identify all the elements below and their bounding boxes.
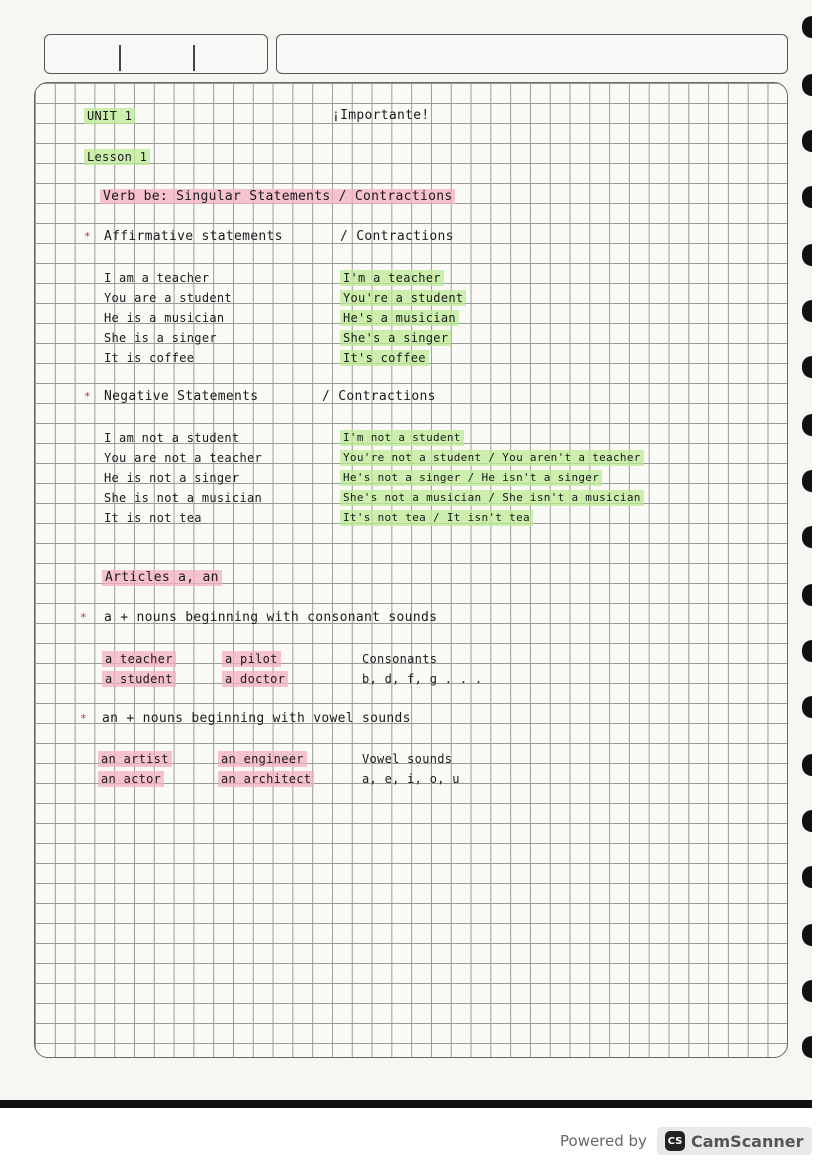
an-rule: an + nouns beginning with vowel sounds bbox=[102, 711, 411, 726]
binding-ring bbox=[802, 244, 812, 266]
binding-ring bbox=[802, 300, 812, 322]
contracted-line: She's a singer bbox=[340, 330, 451, 346]
binding-ring bbox=[802, 866, 812, 888]
binding-ring bbox=[802, 980, 812, 1002]
binding-ring bbox=[802, 16, 812, 38]
contractions-heading: / Contractions bbox=[340, 229, 454, 244]
scanner-footer bbox=[560, 1126, 812, 1156]
bullet-star: * bbox=[80, 712, 87, 725]
topic-text: Verb be: Singular Statements / Contractions bbox=[100, 189, 455, 204]
negative-heading: Negative Statements bbox=[104, 389, 259, 404]
header-divider bbox=[193, 45, 195, 71]
camscanner-logo-icon: CS bbox=[665, 1131, 685, 1151]
binding-ring bbox=[802, 640, 812, 662]
binding-ring bbox=[802, 810, 812, 832]
binding-ring bbox=[802, 414, 812, 436]
unit-label: UNIT 1 bbox=[84, 108, 135, 124]
binding-ring bbox=[802, 470, 812, 492]
an-example: an artist bbox=[98, 751, 172, 767]
binding-ring bbox=[802, 186, 812, 208]
a-example: a pilot bbox=[222, 651, 281, 667]
affirmative-line: She is a singer bbox=[104, 331, 217, 345]
an-example: an architect bbox=[218, 771, 314, 787]
camscanner-badge[interactable] bbox=[657, 1127, 812, 1155]
header-divider bbox=[119, 45, 121, 71]
important-label: ¡Importante! bbox=[332, 108, 430, 123]
a-example: a teacher bbox=[102, 651, 176, 667]
bullet-star: * bbox=[84, 230, 91, 243]
negative-line: I am not a student bbox=[104, 431, 240, 445]
contracted-line: I'm a teacher bbox=[340, 270, 444, 286]
negative-contracted-line: She's not a musician / She isn't a musician bbox=[340, 490, 644, 506]
binding-ring bbox=[802, 696, 812, 718]
negative-contractions-heading: / Contractions bbox=[322, 389, 436, 404]
affirmative-line: It is coffee bbox=[104, 351, 195, 365]
affirmative-line: I am a teacher bbox=[104, 271, 210, 285]
affirmative-line: You are a student bbox=[104, 291, 232, 305]
negative-line: He is not a singer bbox=[104, 471, 240, 485]
an-example: an engineer bbox=[218, 751, 307, 767]
negative-contracted-line: I'm not a student bbox=[340, 430, 464, 446]
negative-line: It is not tea bbox=[104, 511, 202, 525]
negative-contracted-line: He's not a singer / He isn't a singer bbox=[340, 470, 602, 486]
binding-ring bbox=[802, 584, 812, 606]
contracted-line: He's a musician bbox=[340, 310, 459, 326]
binding-ring bbox=[802, 130, 812, 152]
binding-ring bbox=[802, 356, 812, 378]
negative-line: You are not a teacher bbox=[104, 451, 263, 465]
an-example: an actor bbox=[98, 771, 164, 787]
topic-heading bbox=[100, 189, 455, 205]
contracted-line: It's coffee bbox=[340, 350, 429, 366]
binding-ring bbox=[802, 924, 812, 946]
contracted-line: You're a student bbox=[340, 290, 466, 306]
camscanner-brand: CamScanner bbox=[690, 1131, 804, 1151]
binding-ring bbox=[802, 526, 812, 548]
consonants-label: Consonants bbox=[362, 652, 438, 666]
lesson-label: Lesson 1 bbox=[84, 149, 150, 165]
negative-contracted-line: It's not tea / It isn't tea bbox=[340, 510, 533, 526]
page-edge-shadow bbox=[0, 1100, 812, 1108]
a-rule: a + nouns beginning with consonant sounds bbox=[104, 610, 438, 625]
header-box-right bbox=[276, 34, 788, 74]
a-example: a doctor bbox=[222, 671, 288, 687]
articles-heading: Articles a, an bbox=[102, 570, 222, 586]
spiral-binding bbox=[796, 0, 812, 1108]
binding-ring bbox=[802, 754, 812, 776]
vowels-list: a, e, i, o, u bbox=[362, 772, 460, 786]
a-example: a student bbox=[102, 671, 176, 687]
negative-line: She is not a musician bbox=[104, 491, 263, 505]
binding-ring bbox=[802, 1036, 812, 1058]
vowels-label: Vowel sounds bbox=[362, 752, 453, 766]
bullet-star: * bbox=[80, 611, 87, 624]
binding-ring bbox=[802, 74, 812, 96]
affirmative-heading: Affirmative statements bbox=[104, 229, 283, 244]
header-box-left bbox=[44, 34, 268, 74]
negative-contracted-line: You're not a student / You aren't a teacher bbox=[340, 450, 644, 466]
bullet-star: * bbox=[84, 390, 91, 403]
powered-by-text: Powered by bbox=[560, 1132, 647, 1150]
affirmative-line: He is a musician bbox=[104, 311, 225, 325]
consonants-list: b, d, f, g . . . bbox=[362, 672, 483, 686]
